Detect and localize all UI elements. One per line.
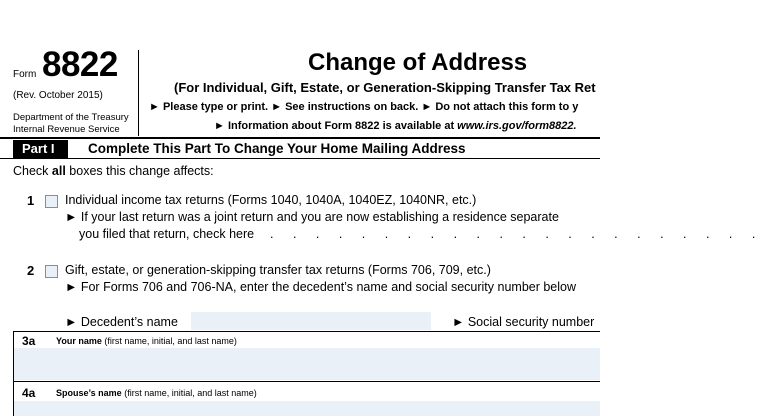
line4a-number: 4a [22,386,36,400]
revision-date: (Rev. October 2015) [13,90,103,101]
header-divider [138,50,139,136]
line3a-top-rule [13,331,600,332]
line1-label: Individual income tax returns (Forms 1040, 1040A, 1040EZ, 1040NR, etc.) [65,193,477,207]
line4a-label: Spouse’s name (first name, initial, and last name) [56,388,257,398]
info-prefix: ► Information about Form 8822 is available at [214,120,458,132]
form-number: 8822 [42,45,118,84]
line3a-number: 3a [22,334,36,348]
decedent-name-input[interactable] [191,312,431,330]
check-all-instruction: Check all boxes this change affects: [13,164,214,178]
info-line [214,120,577,132]
line2-label: Gift, estate, or generation-skipping transfer tax returns (Forms 706, 709, etc.) [65,263,491,277]
department-name: Department of the Treasury Internal Revenue Service [13,112,129,135]
line1-dot-leader: . . . . . . . . . . . . . . . . . . . . . . [270,227,763,241]
part-bottom-rule [0,158,600,159]
line4a-top-rule [13,381,600,382]
part-top-rule [0,137,600,139]
line1-check-here: you filed that return, check here [79,227,255,241]
form-title: Change of Address [308,49,528,76]
line1-joint-note: ► If your last return was a joint return and you are now establishing a residence separate [65,210,559,224]
line1-checkbox[interactable] [45,195,58,208]
form-instructions: ► Please type or print. ► See instructions on back. ► Do not attach this form to y [149,101,579,113]
part-title: Complete This Part To Change Your Home Mailing Address [88,141,466,156]
decedent-name-label: ► Decedent’s name [65,315,178,329]
line1-number: 1 [27,193,35,208]
line2-forms-note: ► For Forms 706 and 706-NA, enter the decedent’s name and social security number below [65,280,577,294]
spouse-name-input[interactable] [14,401,600,416]
line2-checkbox[interactable] [45,265,58,278]
part-tag: Part I [13,140,68,158]
form-subtitle: (For Individual, Gift, Estate, or Generation-Skipping Transfer Tax Ret [174,80,596,95]
line3a-label: Your name (first name, initial, and last name) [56,336,237,346]
decedent-ssn-label: ► Social security number [452,315,595,329]
your-name-input[interactable] [14,348,600,380]
info-url[interactable]: www.irs.gov/form8822. [457,120,577,132]
line2-number: 2 [27,263,35,278]
form-label: Form [13,69,37,80]
